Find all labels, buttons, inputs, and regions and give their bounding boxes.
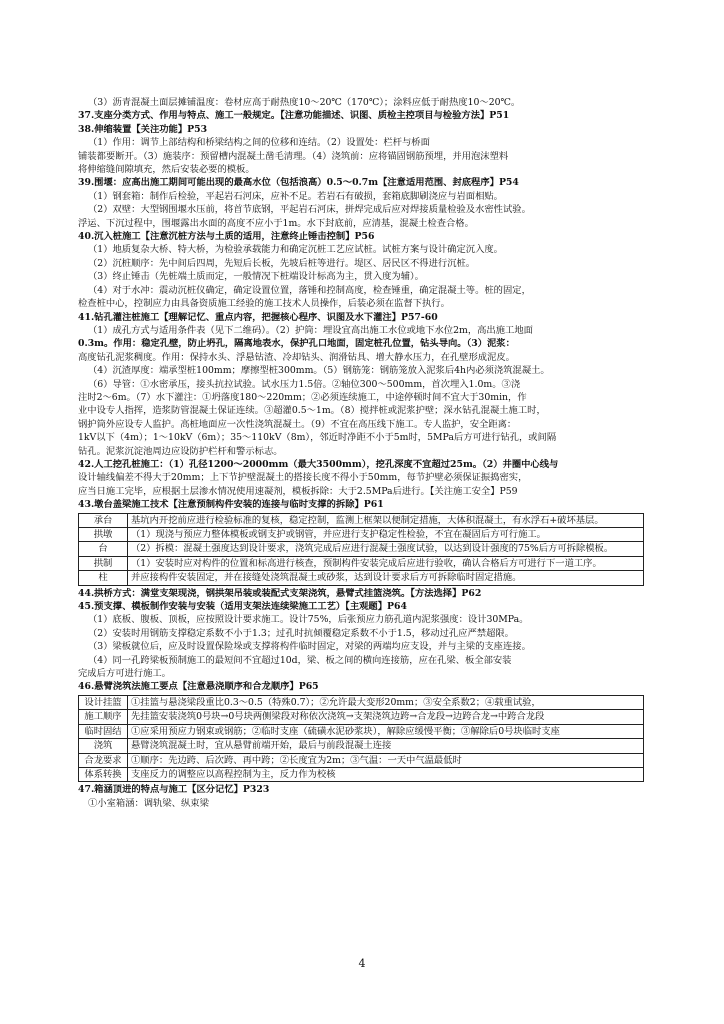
- row-text: 基坑内开挖前应进行检验标准的复核，稳定控制，监测上框架以便制定措施，大体积混凝土，有水浮石+破坏基层。: [128, 513, 644, 527]
- text-line: 1kV以下（4m）；1～10kV（6m）；35～110kV（8m），邻近时净距不小于5m时，5MPa后方可进行钻孔，或间隔: [78, 432, 557, 444]
- text-line: 钻孔。泥浆沉淀池周边应设防护栏杆和警示标志。: [78, 445, 283, 457]
- text-line: （2）双壁：大型钢围堰水压前，将首节底钢，平起岩石河床，拼焊完成后应对焊接质量检验及水密性试验。: [88, 204, 531, 216]
- text-line: ①小室箱涵：调轨梁、纵束梁: [88, 797, 209, 809]
- text-line: 44.拱桥方式：满堂支架现浇，钢拱架吊装或装配式支架浇筑，悬臂式挂篮浇筑。【方法选择】P62: [78, 587, 482, 599]
- row-text: 支座反力的调整应以高程控制为主，反力作为校核: [128, 767, 644, 781]
- text-line: 42.人工挖孔桩施工：（1）孔径1200～2000mm（最大3500mm），挖孔深度不宜超过25m。（2）井圈中心线与: [78, 458, 559, 470]
- notes-lines-part2: [78, 587, 644, 694]
- notes-lines-part3: [78, 783, 644, 810]
- text-line: （1）地质复杂大桥、特大桥，为检验承载能力和确定沉桩工艺应试桩。试桩方案与设计确定沉入度。: [88, 244, 503, 256]
- text-line: 业中设专人指挥，造浆防管混凝土保证连续。③超灌0.5～1m。（8）搅拌桩或泥浆护壁；深水钻孔混凝土施工时，: [78, 405, 546, 417]
- text-line: 45.预支撑、模板制作安装与安装（适用支架法连续梁施工工艺）【主观题】P64: [78, 601, 407, 613]
- text-line: 37.支座分类方式、作用与特点、施工一般规定。【注意功能描述、识图、质检主控项目与检验方法】P51: [78, 110, 510, 122]
- row-label: 拱墩: [79, 528, 128, 542]
- text-line: （1）作用：调节上部结构和桥梁结构之间的位移和连结。（2）设置处：栏杆与桥面: [88, 137, 430, 149]
- notes-content: [78, 96, 644, 810]
- text-line: 0.3m。作用：稳定孔壁，防止坍孔，隔离地表水，保护孔口地面，固定桩孔位置，钻头导向。（3）泥浆：: [78, 338, 515, 350]
- text-line: 46.悬臂浇筑法施工要点【注意悬浇顺序和合龙顺序】P65: [78, 681, 319, 693]
- row-text: ①顺序：先边跨、后次跨、再中跨；②长度宜为2m；③气温：一天中气温最低时: [128, 753, 644, 767]
- row-label: 设计挂篮: [79, 695, 128, 709]
- text-line: 43.墩台盖梁施工技术【注意预制构件安装的连接与临时支撑的拆除】P61: [78, 499, 384, 511]
- text-line: （6）导管：①水密承压，接头抗拉试验。试水压力1.5倍。②轴位300～500mm，首次埋入1.0m。③浇: [88, 378, 521, 390]
- row-text: （1）现浇与预应力整体模板或钢支护或钢管，并应进行支护稳定性检验，不宜在凝固后方可行施工。: [128, 528, 644, 542]
- text-line: （2）沉桩顺序：先中间后四周，先短后长板，先坡后桩等进行。堤区、居民区不得进行沉桩。: [88, 257, 476, 269]
- row-label: 临时固结: [79, 724, 128, 738]
- row-text: 并应接构件安装固定，并在接缝处浇筑混凝土或砂浆，达到设计要求后方可拆除临时固定措施。: [128, 571, 644, 585]
- row-label: 合龙要求: [79, 753, 128, 767]
- table-row: [79, 556, 644, 570]
- table-row: [79, 724, 644, 738]
- row-label: 施工顺序: [79, 710, 128, 724]
- text-line: 47.箱涵顶进的特点与施工【区分记忆】P323: [78, 784, 270, 796]
- row-label: 体系转换: [79, 767, 128, 781]
- text-line: 41.钻孔灌注桩施工【理解记忆、重点内容，把握核心程序、识图及水下灌注】P57-60: [78, 311, 438, 323]
- text-line: 铺装都要断开。（3）施装序：预留槽内混凝土凿毛清理。（4）浇筑前：应将锚固钢筋预埋，并用泡沫塑料: [78, 150, 509, 162]
- text-line: 39.围堰：应高出施工期间可能出现的最高水位（包括浪高）0.5～0.7m【注意适用范围、封底程序】P54: [78, 177, 519, 189]
- cantilever-table: [78, 695, 644, 782]
- text-line: （1）钢套箱：制作后检验，平起岩石河床，应补不足。若岩石有破损，套箱底脚刷浇应与岩面相贴。: [88, 190, 503, 202]
- text-line: 40.沉入桩施工【注意沉桩方法与土质的适用，注意终止锤击控制】P56: [78, 231, 375, 243]
- text-line: （1）底板、腹板、顶板，应按照设计要求施工。设计75%，后张预应力筋孔道内泥浆强度：设计30MPa。: [88, 614, 529, 626]
- table-row: [79, 753, 644, 767]
- row-label: 浇筑: [79, 739, 128, 753]
- row-label: 拱制: [79, 556, 128, 570]
- text-line: 完成后方可进行施工。: [78, 668, 171, 680]
- text-line: 应当日施工完毕，应根据土层渗水情况使用速凝剂，模板拆除：大于2.5MPa后进行。【关注施工安全】P59: [78, 485, 518, 497]
- table-row: [79, 695, 644, 709]
- text-line: 将伸缩缝间隙填充，然后安装必要的模板。: [78, 164, 255, 176]
- text-line: 钢护筒外应设专人监护。高桩地面应一次性浇筑混凝土。（9）不宜在高压线下施工。专人监护，安全距离：: [78, 418, 517, 430]
- text-line: 注时2～6m。（7）水下灌注：①坍落度180～220mm；②必须连续施工，中途停顿时间不宜大于30min，作: [78, 391, 527, 403]
- row-text: （2）拆模：混凝土强度达到设计要求，浇筑完成后应进行混凝土强度试验，以达到设计强度的75%后方可拆除模板。: [128, 542, 644, 556]
- row-label: 柱: [79, 571, 128, 585]
- text-line: 高度钻孔泥浆稠度。作用：保持水头、浮悬钻渣、冷却钻头、润滑钻具、增大静水压力，在孔壁形成泥皮。: [78, 351, 515, 363]
- text-line: （4）沉渣厚度：端承型桩100mm；摩擦型桩300mm。（5）钢筋笼：钢筋笼放入泥浆后4h内必须浇筑混凝土。: [88, 365, 550, 377]
- text-line: （3）梁板就位后，应及时设置保险垛或支撑将构件临时固定，对梁的两端均应支设，并与主梁的支座连接。: [88, 641, 531, 653]
- table-row: [79, 767, 644, 781]
- row-text: ①应采用预应力钢束或钢筋；②临时支座（硫磺水泥砂浆块），解除应缓慢平衡；③解除后0号块临时支座: [128, 724, 644, 738]
- text-line: （3）沥青混凝土面层摊铺温度：卷材应高于耐热度10～20℃（170℃）；涂料应低于耐热度10～20℃。: [88, 97, 521, 108]
- text-line: （4）对于水冲：震动沉桩仪确定，确定设置位置，落锤和控制高度，检查锤重，确定混凝土等。桩的固定，: [88, 284, 531, 296]
- pier-table: [78, 513, 644, 586]
- text-line: 38.伸缩装置【关注功能】P53: [78, 123, 208, 135]
- table-row: [79, 710, 644, 724]
- text-line: 浮运、下沉过程中，围堰露出水面的高度不应小于1m。水下封底前，应清基，混凝土检查合格。: [78, 217, 474, 229]
- text-line: （3）终止锤击（先桩端土质而定，一般情况下桩端设计标高为主，贯入度为辅）。: [88, 271, 424, 283]
- row-label: 承台: [79, 513, 128, 527]
- text-line: 设计轴线偏差不得大于20mm；上下节护壁混凝土的搭接长度不得小于50mm，每节护壁必须保证振捣密实，: [78, 472, 528, 484]
- text-line: （4）同一孔跨梁板预制施工的最短间不宜超过10d，梁、板之间的横向连接筋，应在孔梁、板全部安装: [88, 654, 512, 666]
- table-row: [79, 528, 644, 542]
- text-line: 检查桩中心，控制应力由具备资质施工经验的施工技术人员操作，后装必须在监督下执行。: [78, 298, 450, 310]
- text-line: （1）成孔方式与适用条件表（见下二维码）。（2）护筒：埋设宜高出施工水位或地下水位2m，高出施工地面: [88, 324, 533, 336]
- row-text: ①挂篮与悬浇梁段重比0.3～0.5（特殊0.7）；②允许最大变形20mm；③安全系数2；④载重试验，: [128, 695, 644, 709]
- row-label: 台: [79, 542, 128, 556]
- notes-lines-part1: [78, 96, 644, 512]
- row-text: （1）安装时应对构件的位置和标高进行核查，预制构件安装完成后应进行验收，确认合格后方可进行下一道工序。: [128, 556, 644, 570]
- page-number: 4: [358, 957, 366, 970]
- row-text: 悬臂浇筑混凝土时，宜从悬臂前端开始，最后与前段混凝土连接: [128, 739, 644, 753]
- table-row: [79, 739, 644, 753]
- row-text: 先挂篮安装浇筑0号块→0号块两侧梁段对称依次浇筑→支架浇筑边跨→合龙段→边跨合龙→中跨合龙段: [128, 710, 644, 724]
- table-row: [79, 513, 644, 527]
- text-line: （2）安装时用钢筋支撑稳定系数不小于1.3；过孔时抗倾覆稳定系数不小于1.5，移动过孔应严禁超限。: [88, 627, 514, 639]
- table-row: [79, 542, 644, 556]
- table-row: [79, 571, 644, 585]
